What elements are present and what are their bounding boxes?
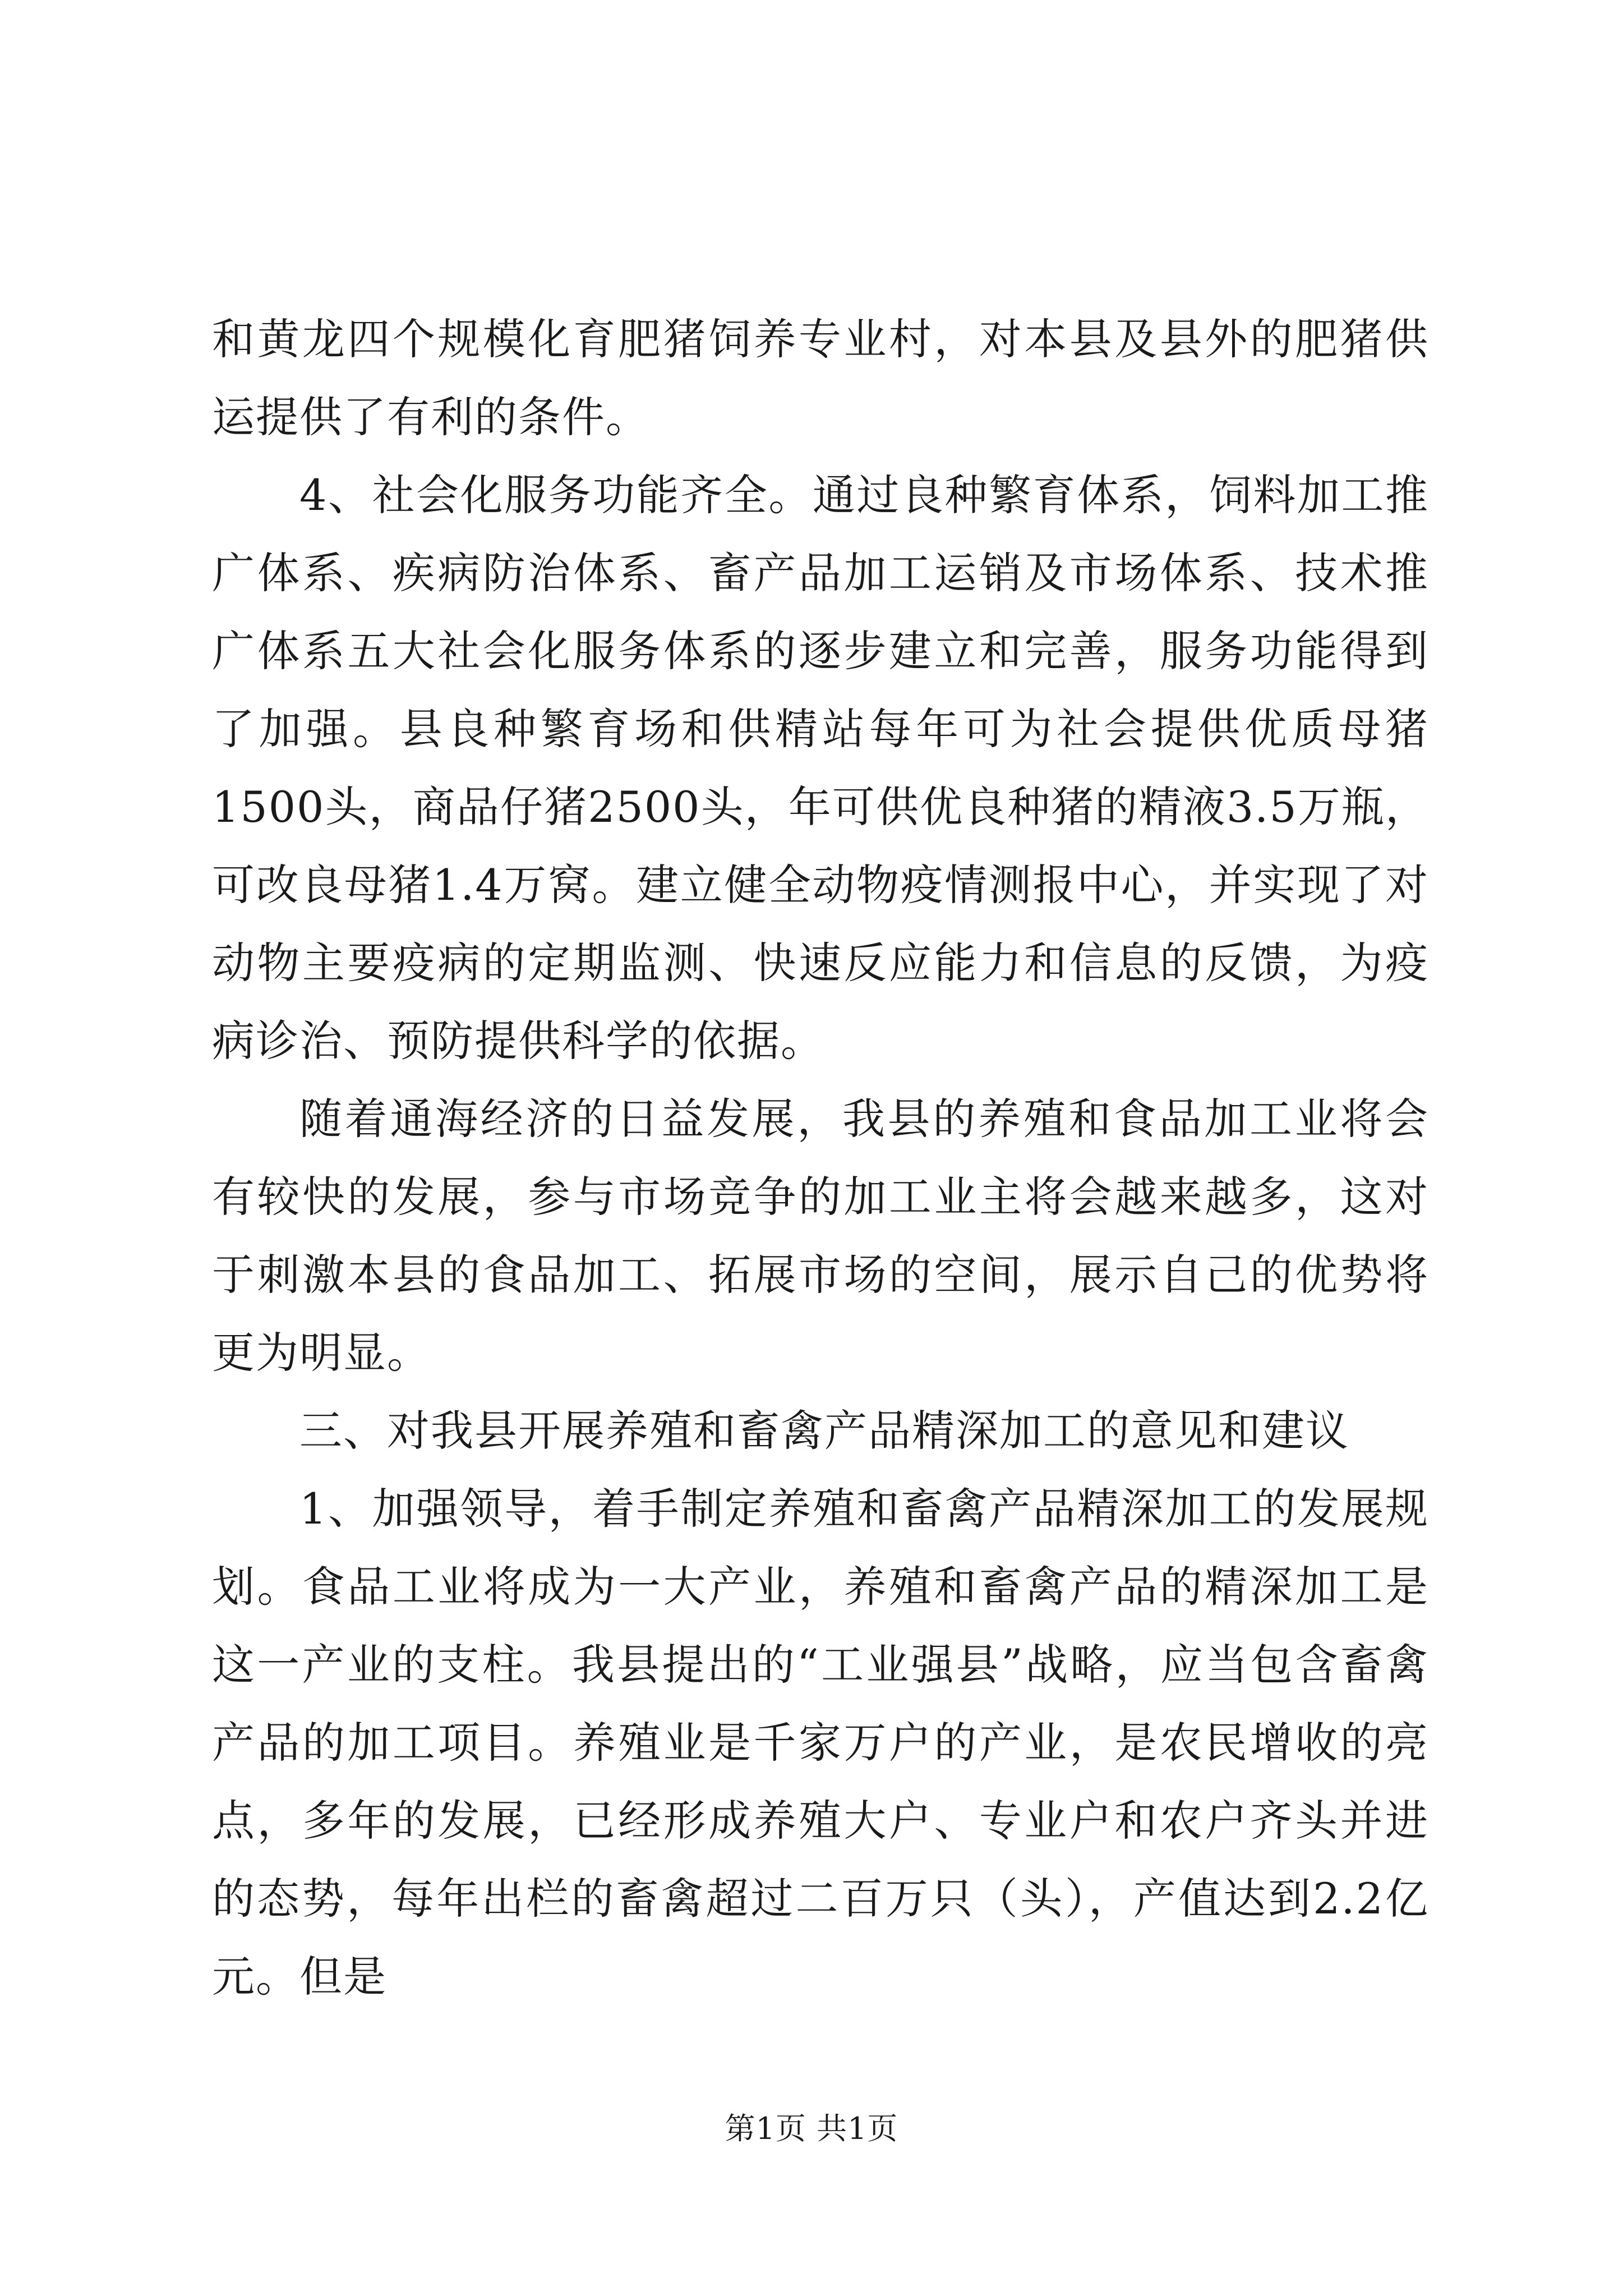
section-heading-suggestions: 三、对我县开展养殖和畜禽产品精深加工的意见和建议 — [299, 1406, 1349, 1456]
document-body — [212, 300, 1429, 2016]
paragraph-continuation: 和黄龙四个规模化育肥猪饲养专业村，对本县及县外的肥猪供运提供了有利的条件。 — [212, 314, 1429, 442]
paragraph-social-services: 4、社会化服务功能齐全。通过良种繁育体系，饲料加工推广体系、疾病防治体系、畜产品加工运销及市场体系、技术推广体系五大社会化服务体系的逐步建立和完善，服务功能得到了加强。县良种繁育场和供精站每年可为社会提供优质母猪1500头，商品仔猪2500头，年可供优良种猪的精液3.5万瓶，可改良母猪1.4万窝。建立健全动物疫情测报中心，并实现了对动物主要疫病的定期监测、快速反应能力和信息的反馈，为疫病诊治、预防提供科学的依据。 — [212, 470, 1429, 1066]
page-footer: 第1页 共1页 — [725, 2111, 898, 2146]
paragraph-strengthen-leadership: 1、加强领导，着手制定养殖和畜禽产品精深加工的发展规划。食品工业将成为一大产业，养殖和畜禽产品的精深加工是这一产业的支柱。我县提出的“工业强县”战略，应当包含畜禽产品的加工项目。养殖业是千家万户的产业，是农民增收的亮点，多年的发展，已经形成养殖大户、专业户和农户齐头并进的态势，每年出栏的畜禽超过二百万只（头），产值达到2.2亿元。但是 — [212, 1484, 1429, 2001]
paragraph-economic-development: 随着通海经济的日益发展，我县的养殖和食品加工业将会有较快的发展，参与市场竞争的加工业主将会越来越多，这对于刺激本县的食品加工、拓展市场的空间，展示自己的优势将更为明显。 — [212, 1094, 1429, 1378]
